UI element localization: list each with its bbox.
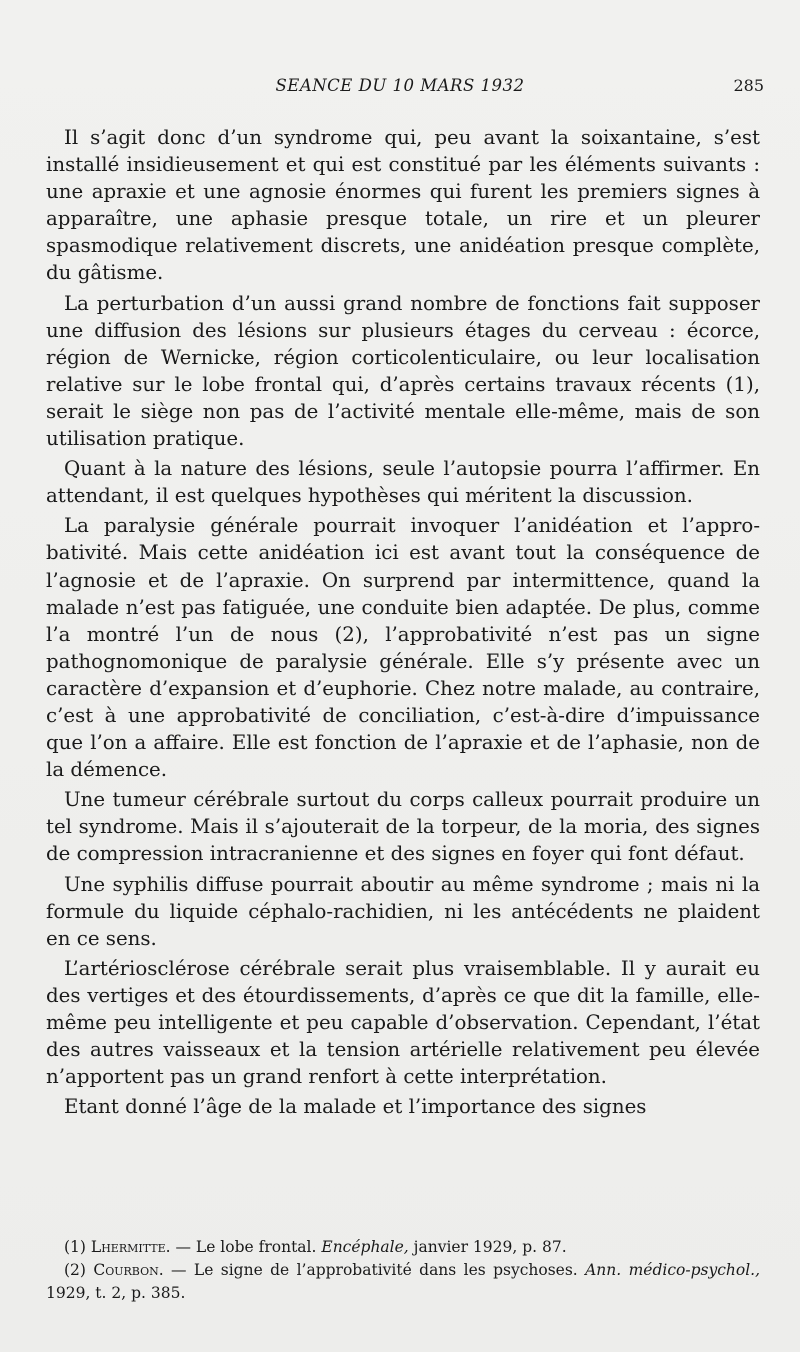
footnote-2 (46, 1259, 760, 1305)
page-number: 285 (733, 76, 764, 95)
paragraph-brain-tumor: Une tumeur cérébrale surtout du corps calleux pourrait produire un tel syndrome. Mais il s’ajouterait de la torpeur, de la moria, des signes de compression intracranienne et des signes en foyer qui font défaut. (46, 788, 760, 866)
footnote-1 (46, 1236, 760, 1259)
footnote-2-details: 1929, t. 2, p. 385. (46, 1284, 186, 1302)
footnote-1-journal: Encéphale, (321, 1238, 409, 1256)
footnote-1-marker: (1) (64, 1238, 86, 1256)
footnote-2-author: Courbon. (93, 1261, 164, 1279)
paragraph-general-paralysis: La paralysie générale pourrait invoquer l’anidéation et l’approbativité. Mais cette anidéation ici est avant tout la conséquence de l’agnosie et de l’apraxie. On surprend par intermittence, quand la malade n’est pas fatiguée, une conduite bien adaptée. De plus, comme l’a montré l’un de nous (2), l’approbativité n’est pas un signe pathognomonique de paralysie générale. Elle s’y présente avec un caractère d’expansion et d’euphorie. Chez notre malade, au contraire, c’est à une approbativité de conciliation, c’est-à-dire d’impuissance que l’on a affaire. Elle est fonction de l’apraxie et de l’aphasie, non de la démence. (46, 514, 760, 782)
footnote-2-text: — Le signe de l’approbativité dans les psychoses. (163, 1261, 586, 1279)
footnote-2-journal: Ann. médico-psychol., (585, 1261, 761, 1279)
paragraph-lesion-nature: Quant à la nature des lésions, seule l’autopsie pourra l’affirmer. En attendant, il est quelques hypothèses qui méritent la discussion. (46, 457, 760, 508)
paragraph-lesion-diffusion: La perturbation d’un aussi grand nombre de fonctions fait supposer une diffusion des lésions sur plusieurs étages du cerveau : écorce, région de Wernicke, région corticolenticulaire, ou leur localisation relative sur le lobe frontal qui, d’après certains travaux récents (1), serait le siège non pas de l’activité mentale elle-même, mais de son utilisation pratique. (46, 291, 760, 451)
running-header (0, 76, 800, 100)
body-text (46, 124, 760, 1123)
running-title: SEANCE DU 10 MARS 1932 (275, 76, 525, 95)
footnotes (46, 1236, 760, 1305)
paragraph-syndrome-summary: Il s’agit donc d’un syndrome qui, peu avant la soixantaine, s’est installé insidieusement et qui est constitué par les éléments suivants : une apraxie et une agnosie énormes qui furent les premiers signes à apparaître, une aphasie presque totale, un rire et un pleurer spasmodique relativement discrets, une anidéation presque complète, du gâtisme. (46, 126, 760, 285)
paragraph-arteriosclerosis: L’artériosclérose cérébrale serait plus vraisemblable. Il y aurait eu des vertiges et des étourdissements, d’après ce que dit la famille, elle-même peu intelligente et peu capable d’observation. Cependant, l’état des autres vaisseaux et la tension artérielle relativement peu élevée n’apportent pas un grand renfort à cette interprétation. (46, 956, 760, 1089)
paragraph-age-conclusion: Etant donné l’âge de la malade et l’importance des signes (64, 1095, 647, 1119)
footnote-1-text: — Le lobe frontal. (170, 1238, 322, 1256)
footnote-2-marker: (2) (64, 1261, 86, 1279)
footnote-1-author: Lhermitte. (90, 1238, 171, 1256)
paragraph-syphilis: Une syphilis diffuse pourrait aboutir au même syndrome ; mais ni la formule du liquide céphalo-rachidien, ni les antécédents ne plaident en ce sens. (46, 872, 760, 950)
footnote-1-details: janvier 1929, p. 87. (408, 1238, 567, 1256)
